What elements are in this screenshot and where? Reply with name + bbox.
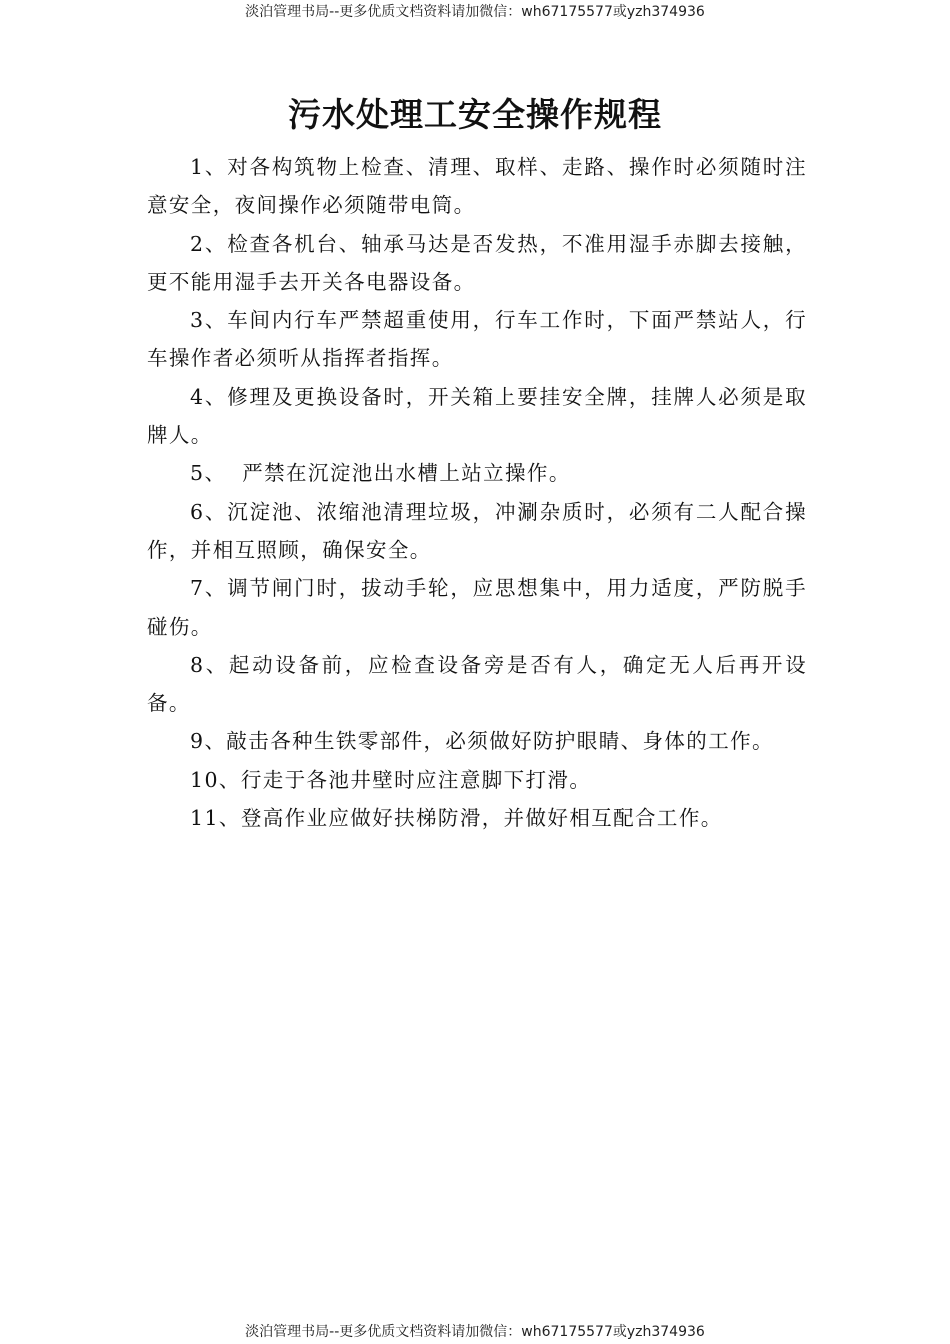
rule-item-4: 4、修理及更换设备时，开关箱上要挂安全牌，挂牌人必须是取牌人。 — [147, 384, 807, 448]
rule-item-5: 5、 严禁在沉淀池出水槽上站立操作。 — [190, 461, 571, 486]
page-header: 淡泊管理书局--更多优质文档资料请加微信：wh67175577或yzh374936 — [245, 4, 705, 20]
rule-item-8: 8、起动设备前，应检查设备旁是否有人，确定无人后再开设备。 — [147, 652, 807, 716]
rule-item-1: 1、对各构筑物上检查、清理、取样、走路、操作时必须随时注意安全，夜间操作必须随带电筒。 — [147, 155, 807, 218]
rule-item-7: 7、调节闸门时，拔动手轮，应思想集中，用力适度，严防脱手碰伤。 — [147, 576, 807, 639]
page-footer: 淡泊管理书局--更多优质文档资料请加微信：wh67175577或yzh374936 — [245, 1324, 705, 1340]
rule-item-3: 3、车间内行车严禁超重使用，行车工作时，下面严禁站人，行车操作者必须听从指挥者指挥。 — [147, 308, 807, 371]
document-body — [147, 148, 807, 837]
rule-item-11: 11、登高作业应做好扶梯防滑，并做好相互配合工作。 — [190, 806, 723, 831]
rule-item-6: 6、沉淀池、浓缩池清理垃圾，冲涮杂质时，必须有二人配合操作，并相互照顾，确保安全。 — [147, 499, 807, 562]
rule-item-2: 2、检查各机台、轴承马达是否发热，不准用湿手赤脚去接触，更不能用湿手去开关各电器设备。 — [147, 231, 807, 294]
rule-item-10: 10、行走于各池井壁时应注意脚下打滑。 — [190, 767, 592, 792]
document-title: 污水处理工安全操作规程 — [288, 95, 662, 134]
rule-item-9: 9、敲击各种生铁零部件，必须做好防护眼睛、身体的工作。 — [190, 729, 774, 754]
